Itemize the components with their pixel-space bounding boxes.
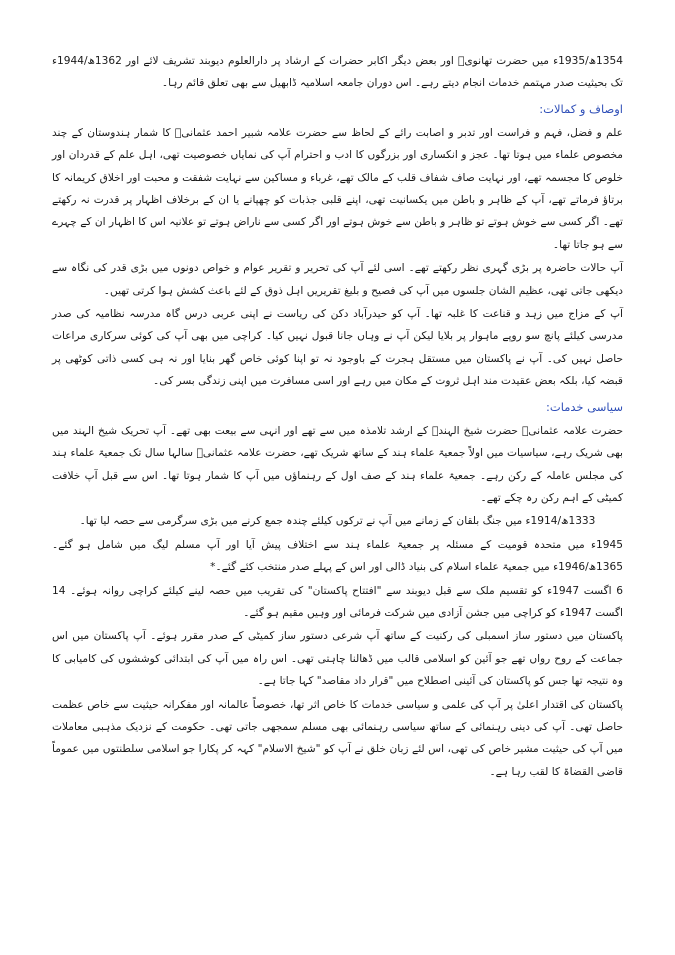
paragraph-august-1947: 6 اگست 1947ء کو تقسیم ملک سے قبل دیوبند سے "افتتاح پاکستان" کی تقریب میں حصہ لینے کیلئے کراچی روانہ ہوئے۔ 14 اگست 1947ء کو کراچی میں جشن آزادی میں شرکت فرمائی اور وہیں مقیم ہو گئے۔ bbox=[52, 584, 623, 619]
paragraph-current-affairs: آپ حالات حاضرہ پر بڑی گہری نظر رکھتے تھے۔ اسی لئے آپ کی تحریر و تقریر عوام و خواص دونوں میں بڑی قدر کی نگاہ سے دیکھی جاتی تھی، عظیم الشان جلسوں میں آپ کی فصیح و بلیغ تقریریں اہل ذوق کے لئے باعث کشش ہوا کرتی تھیں۔ bbox=[52, 262, 623, 297]
heading-political-services: سیاسی خدمات: bbox=[546, 399, 623, 414]
paragraph-virtues: علم و فضل، فہم و فراست اور تدبر و اصابت رائے کے لحاظ سے حضرت علامہ شبیر احمد عثمانیؒ کا شمار ہندوستان کے چند مخصوص علماء میں ہوتا تھا۔ عجز و انکساری اور بزرگوں کا ادب و احترام آپ کی نمایاں خصوصیت تھی، اہل علم کے قدردان اور خلوص کا مجسمہ تھے، اور نہایت صاف شفاف قلب کے مالک تھے، غرباء و مساکین سے نہایت شفقت و محبت اور اخلاق کریمانہ کا برتاؤ فرماتے تھے، آپ کے ظاہر و باطن میں یکسانیت تھی، اپنے قلبی جذبات کو چھپانے یا ان کے برخلاف اظہار پر قدرت نہ رکھتے تھے۔ اگر کسی سے خوش ہوتے تو ظاہر و باطن سے خوش ہوتے اور اگر کسی سے ناراض ہوتے تو علانیہ اس کا اظہار ان کے چہرے سے ہو جاتا تھا۔ bbox=[52, 126, 623, 251]
paragraph-constituent-assembly: پاکستان میں دستور ساز اسمبلی کی رکنیت کے ساتھ آپ شرعی دستور ساز کمیٹی کے صدر مقرر ہوئے۔ آپ پاکستان میں اس جماعت کے روح رواں تھے جو آئین کو اسلامی قالب میں ڈھالنا چاہتی تھی۔ اس راہ میں آپ کی ابتدائی کوششوں کی کامیابی کا وہ نتیجہ تھا جس کو پاکستان کی آئینی اصطلاح میں "قرار داد مقاصد" کہا جاتا ہے۔ bbox=[52, 630, 623, 688]
paragraph-muslim-league: 1945ء میں متحدہ قومیت کے مسئلہ پر جمعیۃ علماء ہند سے اختلاف پیش آیا اور آپ مسلم لیگ میں شامل ہو گئے۔ 1365ھ/1946ء میں جمعیۃ علماء اسلام کی بنیاد ڈالی اور اس کے پہلے صدر منتخب کئے گئے۔* bbox=[52, 538, 623, 574]
paragraph-asceticism: آپ کے مزاج میں زہد و قناعت کا غلبہ تھا۔ آپ کو حیدرآباد دکن کی ریاست نے اپنی عربی درس گاہ مدرسہ نظامیہ کی صدر مدرسی کیلئے پانچ سو روپے ماہوار پر بلایا لیکن آپ نے وہاں جانا قبول نہیں کیا۔ کراچی میں بھی آپ کی کوئی سرکاری مراعات حاصل نہیں کی۔ آپ نے پاکستان میں مستقل ہجرت کے باوجود نہ تو اپنا کوئی خاص گھر بنایا اور نہ ہی کسی ذاتی کوٹھی پر قبضہ کیا، بلکہ بعض عقیدت مند اہل ثروت کے مکان میں رہے اور اسی مسافرت میں اپنی زندگی بسر کی۔ bbox=[52, 308, 623, 388]
paragraph-balkan-war: 1333ھ/1914ء میں جنگ بلقان کے زمانے میں آپ نے ترکوں کیلئے چندہ جمع کرنے میں بڑی سرگرمی سے حصہ لیا تھا۔ bbox=[79, 515, 596, 528]
paragraph-shaikh-ul-islam: پاکستان کی اقتدار اعلیٰ پر آپ کی علمی و سیاسی خدمات کا خاص اثر تھا، خصوصاً عالمانہ اور مفکرانہ حیثیت سے خاص عظمت حاصل تھی۔ آپ کی دینی رہنمائی کے ساتھ سیاسی رہنمائی بھی مسلم سمجھی جاتی تھی۔ حکومت کے نزدیک مذہبی معاملات میں آپ کی حیثیت مشیر خاص کی تھی، اس لئے زبان خلق نے آپ کو "شیخ الاسلام" کہہ کر پکارا جو اسلامی سلطنتوں میں عموماً قاضی القضاۃ کا لقب رہا ہے۔ bbox=[52, 698, 623, 778]
paragraph-intro: 1354ھ/1935ء میں حضرت تھانویؒ اور بعض دیگر اکابر حضرات کے ارشاد پر دارالعلوم دیوبند تشریف لائے اور 1362ھ/1944ء تک بحیثیت صدر مہتمم خدمات انجام دیتے رہے۔ اس دوران جامعہ اسلامیہ ڈابھیل سے بھی تعلق قائم رہا۔ bbox=[52, 55, 623, 90]
paragraph-political-intro: حضرت علامہ عثمانیؒ حضرت شیخ الہندؒ کے ارشد تلامذہ میں سے تھے اور انہی سے بیعت بھی تھے۔ آپ تحریک شیخ الہند میں بھی شریک رہے، سیاسیات میں اولاً جمعیۃ علماء ہند کے ساتھ شریک تھے، حضرت علامہ عثمانیؒ سالہا سال تک جمعیۃ علماء ہند کی مجلس عاملہ کے رکن رہے۔ جمعیۃ علماء ہند کے صف اول کے رہنماؤں میں آپ کا شمار ہوتا تھا۔ اس سے قبل آپ خلافت کمیٹی کے اہم رکن رہ چکے تھے۔ bbox=[52, 424, 623, 504]
heading-virtues: اوصاف و کمالات: bbox=[539, 101, 623, 116]
